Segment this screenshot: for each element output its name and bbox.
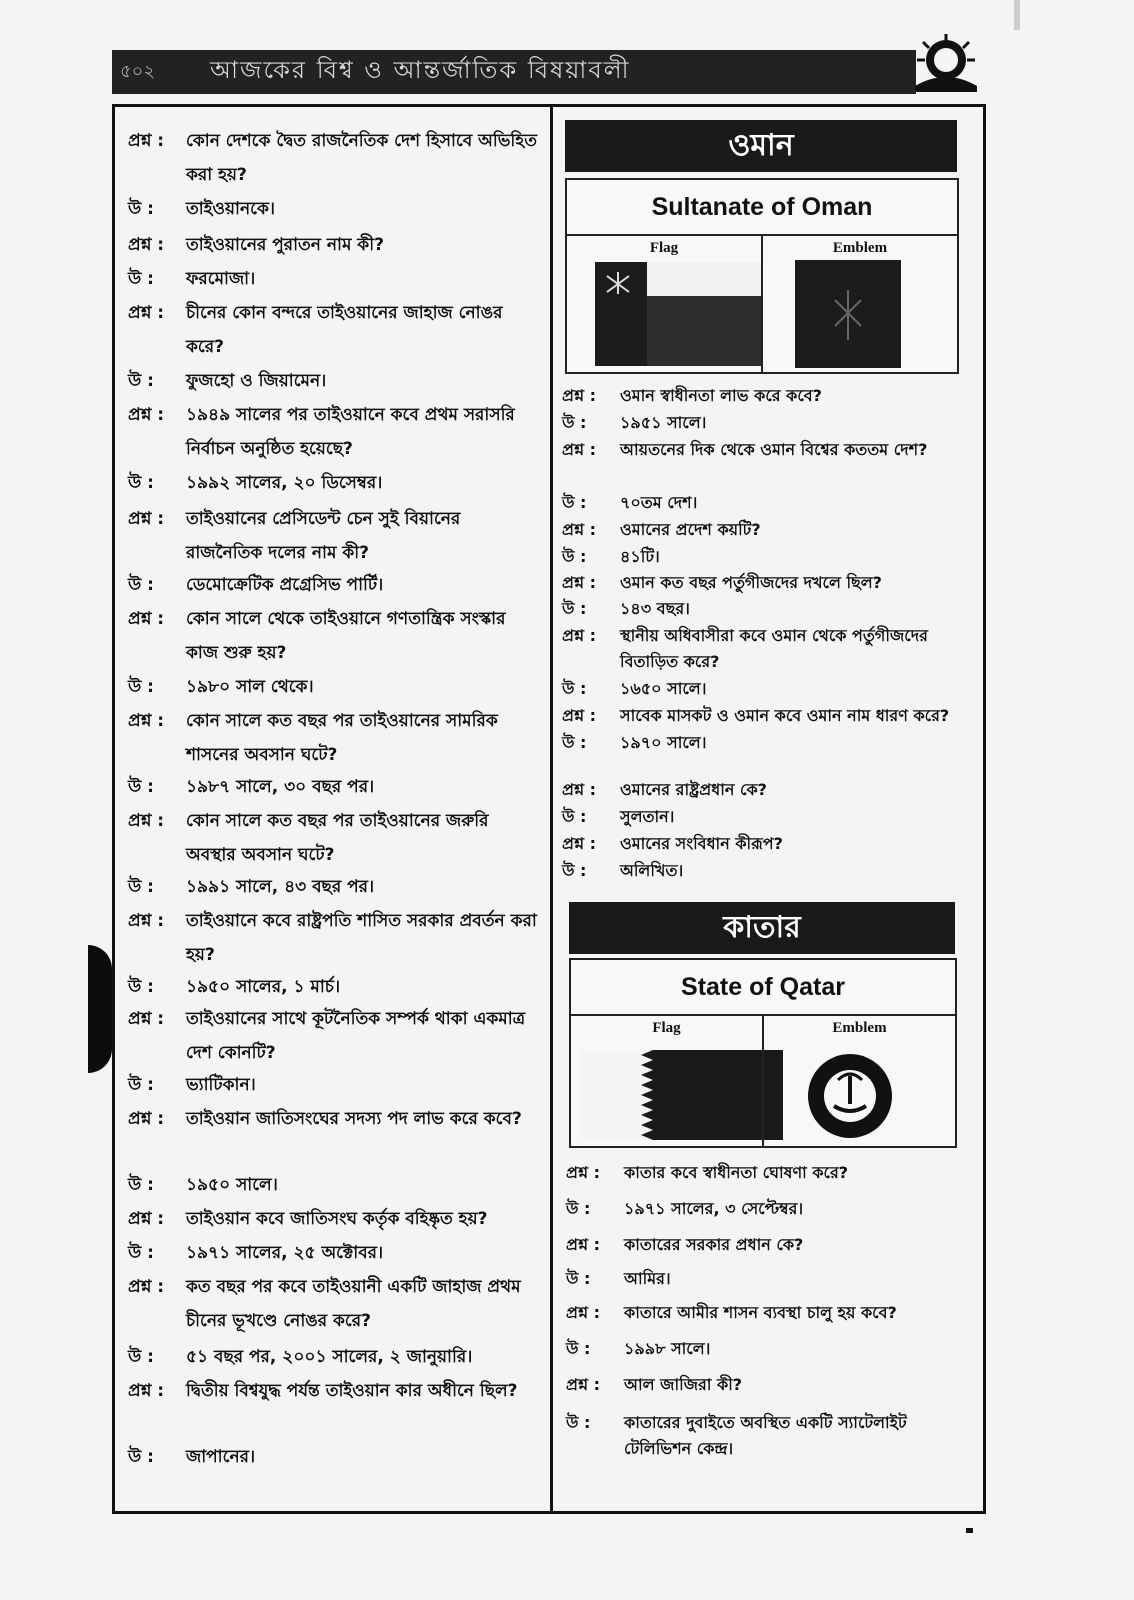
answer-text: ১৯৭০ সালে। [620, 733, 707, 752]
answer-row [562, 804, 972, 830]
oman-card-title: Sultanate of Oman [567, 180, 957, 236]
answer-text: ১৯৫০ সালে। [186, 1175, 278, 1195]
answer-row [566, 1410, 974, 1462]
answer-row [128, 670, 540, 704]
question-row [128, 228, 540, 262]
answer-row [128, 870, 540, 904]
oman-banner: ওমান [565, 120, 957, 172]
question-label: প্রশ্ন : [128, 235, 165, 255]
question-row [562, 383, 972, 409]
answer-text: ডেমোক্রেটিক প্রগ্রেসিভ পার্টি। [186, 575, 384, 595]
question-row [128, 904, 540, 972]
answer-row [128, 1440, 540, 1474]
question-row [128, 602, 540, 670]
answer-row [566, 1266, 974, 1292]
question-row [566, 1372, 974, 1398]
question-label: প্রশ্ন : [566, 1235, 600, 1254]
answer-text: আমির। [624, 1269, 671, 1288]
qatar-card [569, 958, 957, 1148]
question-label: প্রশ্ন : [128, 405, 165, 425]
answer-label: উ : [566, 1269, 591, 1288]
answer-row [128, 1340, 540, 1374]
question-label: প্রশ্ন : [128, 509, 165, 529]
answer-text: ১৯৮০ সাল থেকে। [186, 677, 314, 697]
answer-row [128, 1168, 540, 1202]
oman-flag-cell [567, 236, 761, 372]
answer-text: ১৬৫০ সালে। [620, 679, 707, 698]
answer-text: ১৯৮৭ সালে, ৩০ বছর পর। [186, 777, 375, 797]
answer-text: ১৯৭১ সালের, ৩ সেপ্টেম্বর। [624, 1199, 804, 1218]
answer-text: ফরমোজা। [186, 269, 256, 289]
answer-row [128, 770, 540, 804]
question-text: কোন সালে কত বছর পর তাইওয়ানের জরুরি অবস্থার অবসান ঘটে? [186, 811, 489, 865]
oman-flag-icon [595, 262, 763, 366]
answer-label: উ : [128, 199, 154, 219]
question-text: ওমান কত বছর পর্তুগীজদের দখলে ছিল? [620, 573, 882, 592]
question-row [562, 570, 972, 596]
answer-label: উ : [128, 677, 154, 697]
answer-label: উ : [562, 599, 587, 618]
answer-label: উ : [128, 473, 154, 493]
question-row [128, 1102, 540, 1136]
answer-text: ১৯৯৮ সালে। [624, 1339, 711, 1358]
answer-row [128, 1068, 540, 1102]
question-row [566, 1300, 974, 1326]
answer-label: উ : [562, 547, 587, 566]
question-row [562, 437, 972, 463]
question-row [128, 1270, 540, 1338]
answer-row [128, 970, 540, 1004]
answer-text: ৫১ বছর পর, ২০০১ সালের, ২ জানুয়ারি। [186, 1347, 473, 1367]
oman-emblem-cell [761, 236, 957, 372]
answer-row [128, 466, 540, 500]
qatar-flag-icon [581, 1050, 783, 1140]
answer-label: উ : [128, 1075, 154, 1095]
answer-row [562, 676, 972, 702]
answer-text: সুলতান। [620, 807, 675, 826]
answer-text: ১৯৭১ সালের, ২৫ অক্টোবর। [186, 1243, 384, 1263]
question-row [562, 831, 972, 857]
page-number: ৫০২ [120, 60, 156, 82]
answer-text: ১৯৫০ সালের, ১ মার্চ। [186, 977, 341, 997]
qatar-banner: কাতার [569, 902, 955, 954]
answer-label: উ : [562, 733, 587, 752]
question-row [128, 1374, 540, 1408]
answer-label: উ : [128, 1243, 154, 1263]
answer-label: উ : [566, 1413, 591, 1432]
question-label: প্রশ্ন : [566, 1375, 600, 1394]
answer-label: উ : [562, 493, 587, 512]
page-dot [966, 1528, 973, 1533]
binding-mark [88, 945, 112, 1073]
answer-label: উ : [566, 1199, 591, 1218]
oman-emblem-label: Emblem [832, 240, 888, 256]
question-text: চীনের কোন বন্দরে তাইওয়ানের জাহাজ নোঙর করে? [186, 303, 503, 357]
question-row [566, 1160, 974, 1186]
answer-text: ১৯৯১ সালে, ৪৩ বছর পর। [186, 877, 375, 897]
question-text: আয়তনের দিক থেকে ওমান বিশ্বের কততম দেশ? [620, 440, 928, 459]
question-row [128, 804, 540, 872]
answer-text: ১৯৫১ সালে। [620, 413, 707, 432]
question-row [128, 704, 540, 772]
answer-row [562, 730, 972, 756]
question-row [562, 517, 972, 543]
question-row [128, 1202, 540, 1236]
answer-row [128, 1236, 540, 1270]
question-label: প্রশ্ন : [128, 609, 165, 629]
answer-row [128, 262, 540, 296]
question-text: ওমান স্বাধীনতা লাভ করে কবে? [620, 386, 822, 405]
answer-row [562, 596, 972, 622]
question-label: প্রশ্ন : [562, 520, 596, 539]
question-label: প্রশ্ন : [128, 711, 165, 731]
question-label: প্রশ্ন : [566, 1303, 600, 1322]
question-label: প্রশ্ন : [566, 1163, 600, 1182]
answer-text: ৪১টি। [620, 547, 660, 566]
question-text: তাইওয়ান জাতিসংঘের সদস্য পদ লাভ করে কবে? [186, 1109, 522, 1129]
question-text: ওমানের সংবিধান কীরূপ? [620, 834, 783, 853]
answer-label: উ : [128, 877, 154, 897]
question-label: প্রশ্ন : [128, 1009, 165, 1029]
question-text: কত বছর পর কবে তাইওয়ানী একটি জাহাজ প্রথম চীনের ভূখণ্ডে নোঙর করে? [186, 1277, 521, 1331]
question-text: কাতার কবে স্বাধীনতা ঘোষণা করে? [624, 1163, 849, 1182]
answer-row [128, 192, 540, 226]
answer-row [562, 490, 972, 516]
oman-flag-label: Flag [649, 240, 679, 256]
question-label: প্রশ্ন : [562, 706, 596, 725]
question-text: তাইওয়ান কবে জাতিসংঘ কর্তৃক বহিষ্কৃত হয়? [186, 1209, 488, 1229]
answer-row [562, 858, 972, 884]
answer-text: ১৪৩ বছর। [620, 599, 690, 618]
answer-text: অলিখিত। [620, 861, 684, 880]
qatar-emblem-label: Emblem [832, 1020, 887, 1036]
qatar-flag-label: Flag [652, 1020, 681, 1036]
question-text: সাবেক মাসকট ও ওমান কবে ওমান নাম ধারণ করে? [620, 706, 950, 725]
answer-text: ১৯৯২ সালের, ২০ ডিসেম্বর। [186, 473, 383, 493]
question-label: প্রশ্ন : [128, 1381, 165, 1401]
column-divider [550, 104, 553, 1514]
answer-label: উ : [128, 1447, 154, 1467]
answer-text: জাপানের। [186, 1447, 256, 1467]
qatar-flag-cell [571, 1016, 762, 1146]
question-text: কোন সালে কত বছর পর তাইওয়ানের সামরিক শাসনের অবসান ঘটে? [186, 711, 498, 765]
question-row [128, 124, 540, 192]
oman-emblem-icon [795, 260, 901, 368]
question-text: তাইওয়ানের সাথে কূটনৈতিক সম্পর্ক থাকা একমাত্র দেশ কোনটি? [186, 1009, 526, 1063]
question-text: কাতারে আমীর শাসন ব্যবস্থা চালু হয় কবে? [624, 1303, 897, 1322]
question-text: ওমানের রাষ্ট্রপ্রধান কে? [620, 780, 767, 799]
question-row [562, 703, 972, 729]
answer-label: উ : [128, 269, 154, 289]
answer-label: উ : [128, 575, 154, 595]
question-text: স্থানীয় অধিবাসীরা কবে ওমান থেকে পর্তুগীজদের বিতাড়িত করে? [620, 626, 928, 671]
answer-label: উ : [128, 1175, 154, 1195]
answer-text: তাইওয়ানকে। [186, 199, 275, 219]
question-text: কোন দেশকে দ্বৈত রাজনৈতিক দেশ হিসাবে অভিহিত করা হয়? [186, 131, 537, 185]
answer-label: উ : [128, 1347, 154, 1367]
answer-text: ৭০তম দেশ। [620, 493, 698, 512]
question-label: প্রশ্ন : [562, 626, 596, 645]
question-label: প্রশ্ন : [128, 303, 165, 323]
answer-label: উ : [562, 679, 587, 698]
question-row [566, 1232, 974, 1258]
answer-label: উ : [562, 413, 587, 432]
question-text: তাইওয়ানে কবে রাষ্ট্রপতি শাসিত সরকার প্রবর্তন করা হয়? [186, 911, 537, 965]
question-text: কাতারের সরকার প্রধান কে? [624, 1235, 804, 1254]
question-row [562, 623, 972, 675]
answer-label: উ : [128, 371, 154, 391]
answer-row [566, 1196, 974, 1222]
question-label: প্রশ্ন : [128, 811, 165, 831]
answer-row [128, 364, 540, 398]
question-label: প্রশ্ন : [128, 1277, 165, 1297]
question-row [128, 398, 540, 466]
page-edge [1014, 0, 1020, 30]
answer-row [128, 568, 540, 602]
oman-card [565, 178, 959, 374]
answer-row [562, 410, 972, 436]
answer-text: ফুজহো ও জিয়ামেন। [186, 371, 327, 391]
question-label: প্রশ্ন : [128, 1209, 165, 1229]
answer-label: উ : [128, 777, 154, 797]
question-label: প্রশ্ন : [128, 911, 165, 931]
question-text: দ্বিতীয় বিশ্বযুদ্ধ পর্যন্ত তাইওয়ান কার অধীনে ছিল? [186, 1381, 518, 1401]
answer-label: উ : [562, 861, 587, 880]
question-row [128, 1002, 540, 1070]
page-header [112, 50, 916, 94]
answer-label: উ : [566, 1339, 591, 1358]
qatar-card-title: State of Qatar [571, 960, 955, 1016]
question-label: প্রশ্ন : [562, 780, 596, 799]
question-text: ওমানের প্রদেশ কয়টি? [620, 520, 761, 539]
answer-row [562, 544, 972, 570]
question-label: প্রশ্ন : [128, 1109, 165, 1129]
qatar-emblem-cell [762, 1016, 955, 1146]
answer-row [566, 1336, 974, 1362]
question-text: কোন সালে থেকে তাইওয়ানে গণতান্ত্রিক সংস্কার কাজ শুরু হয়? [186, 609, 506, 663]
question-row [128, 502, 540, 570]
publisher-logo-icon [905, 34, 987, 94]
question-row [562, 777, 972, 803]
answer-label: উ : [128, 977, 154, 997]
question-label: প্রশ্ন : [562, 834, 596, 853]
question-text: ১৯৪৯ সালের পর তাইওয়ানে কবে প্রথম সরাসরি নির্বাচন অনুষ্ঠিত হয়েছে? [186, 405, 515, 459]
answer-text: কাতারের দুবাইতে অবস্থিত একটি স্যাটেলাইট টেলিভিশন কেন্দ্র। [624, 1413, 907, 1458]
question-label: প্রশ্ন : [562, 440, 596, 459]
question-label: প্রশ্ন : [128, 131, 165, 151]
question-label: প্রশ্ন : [562, 573, 596, 592]
answer-label: উ : [562, 807, 587, 826]
question-text: তাইওয়ানের প্রেসিডেন্ট চেন সুই বিয়ানের রাজনৈতিক দলের নাম কী? [186, 509, 461, 563]
question-label: প্রশ্ন : [562, 386, 596, 405]
qatar-emblem-icon [804, 1046, 896, 1142]
question-text: তাইওয়ানের পুরাতন নাম কী? [186, 235, 384, 255]
question-row [128, 296, 540, 364]
question-text: আল জাজিরা কী? [624, 1375, 743, 1394]
answer-text: ভ্যাটিকান। [186, 1075, 256, 1095]
page-title: আজকের বিশ্ব ও আন্তর্জাতিক বিষয়াবলী [210, 56, 631, 84]
